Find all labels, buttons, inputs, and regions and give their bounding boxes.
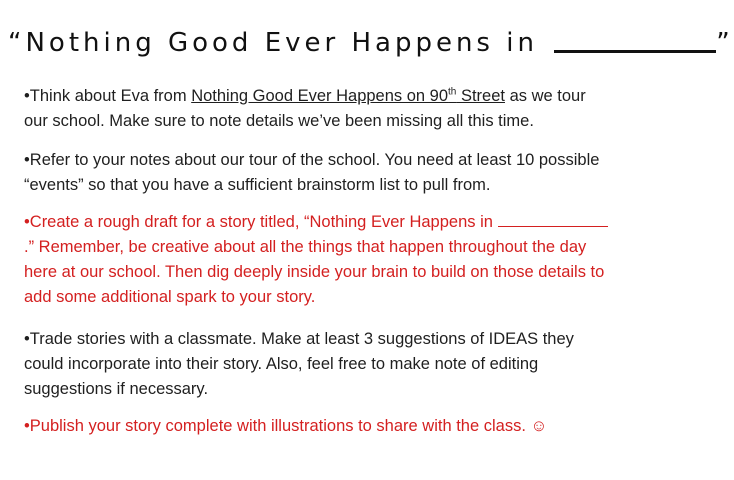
- book-title: Nothing Good Ever Happens on 90: [191, 87, 449, 105]
- story-title-blank-line: [498, 212, 608, 227]
- bullet-text: •Trade stories with a classmate. Make at least 3 suggestions of IDEAS they could incorporate into their story. Also, feel free to make note of editing suggestions if necessary.: [24, 330, 574, 398]
- instruction-bullet-2: [24, 148, 614, 198]
- slide-title: [8, 22, 734, 63]
- bullet-text: •Refer to your notes about our tour of the school. You need at least 10 possible “events” so that you have a sufficient brainstorm list to pull from.: [24, 151, 600, 194]
- instruction-bullet-3: [24, 210, 614, 310]
- instruction-bullet-1: [24, 84, 614, 134]
- smiley-icon: ☺: [530, 417, 548, 435]
- bullet-text: •Think about Eva from: [24, 87, 192, 105]
- bullet-text: •Create a rough draft for a story titled, “Nothing Ever Happens in: [24, 213, 498, 231]
- bullet-text: •Publish your story complete with illustrations to share with the class.: [24, 417, 526, 435]
- title-close-quote: ”: [716, 28, 734, 58]
- book-title-link: [191, 87, 505, 105]
- title-text: “Nothing Good Ever Happens in: [8, 28, 551, 58]
- book-title-end: Street: [456, 87, 505, 105]
- instruction-bullet-4: [24, 327, 614, 402]
- instruction-bullet-5: [24, 414, 614, 439]
- bullet-text: .” Remember, be creative about all the things that happen throughout the day here at our school. Then dig deeply inside your brain to build on those details to add some additional spark to your story.: [24, 238, 605, 306]
- title-blank-line: [554, 22, 716, 53]
- ordinal-suffix: th: [448, 86, 457, 98]
- bullet-text: as we tour our school. Make sure to note details we’ve been missing all this time.: [24, 87, 586, 130]
